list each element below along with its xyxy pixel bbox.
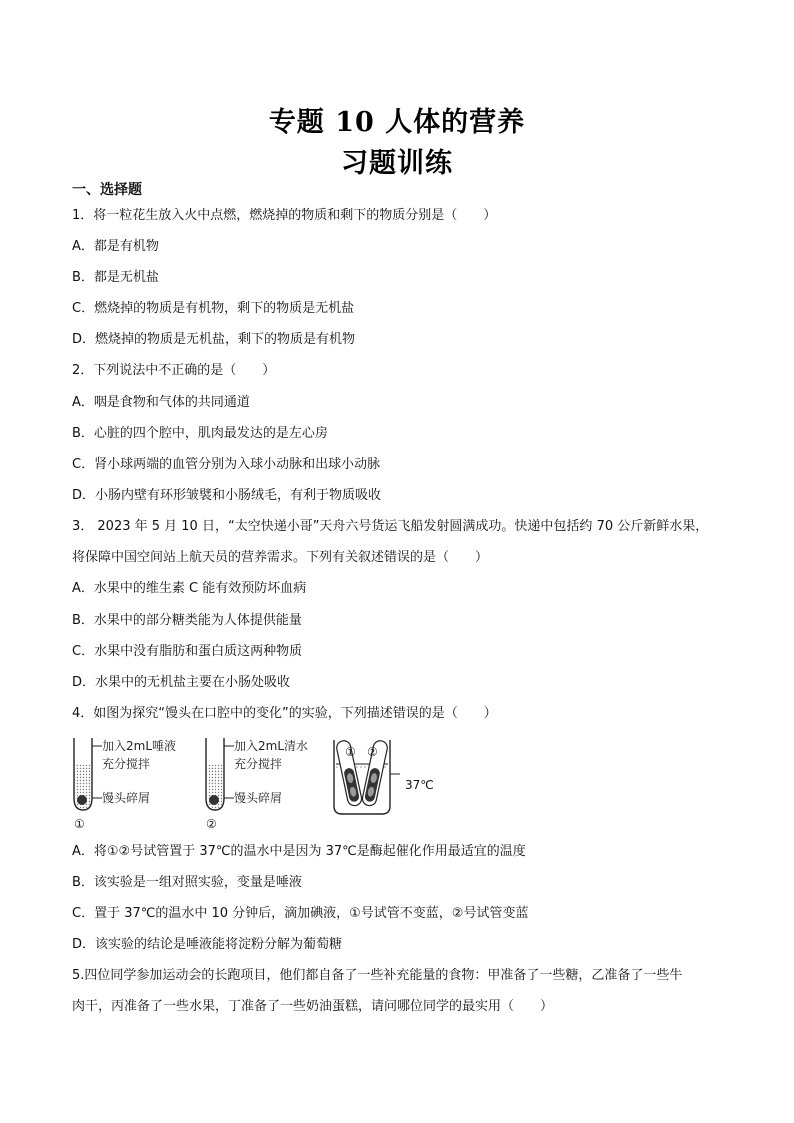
question-4-option-c: C．置于 37℃的温水中 10 分钟后，滴加碘液，①号试管不变蓝，②号试管变蓝: [72, 906, 529, 921]
tube-1-number: ①: [74, 817, 85, 831]
question-5-stem-line2: 肉干，丙准备了一些水果，丁准备了一些奶油蛋糕，请问哪位同学的最实用（ ）: [72, 999, 554, 1014]
question-2-option-d: D．小肠内壁有环形皱襞和小肠绒毛，有利于物质吸收: [72, 488, 382, 503]
question-3-option-b: B．水果中的部分糖类能为人体提供能量: [72, 613, 302, 628]
beaker-mark-1: ①: [345, 745, 356, 759]
question-1-stem: 1．将一粒花生放入火中点燃，燃烧掉的物质和剩下的物质分别是（ ）: [72, 208, 497, 223]
beaker-temperature: 37℃: [405, 778, 434, 792]
question-5-stem-line1: 5.四位同学参加运动会的长跑项目，他们都自备了一些补充能量的食物：甲准备了一些糖，乙准备了一些牛: [72, 968, 683, 983]
question-3-option-c: C．水果中没有脂肪和蛋白质这两种物质: [72, 644, 303, 659]
tube-1-label-2: 充分搅拌: [102, 757, 151, 771]
tube-2-label-2: 充分搅拌: [234, 757, 283, 771]
tube-2-label-1: 加入2mL清水: [234, 739, 309, 753]
question-2-stem: 2．下列说法中不正确的是（ ）: [72, 363, 276, 378]
question-2-option-a: A．咽是食物和气体的共同通道: [72, 395, 250, 410]
tube-1-label-3: 馒头碎屑: [102, 791, 151, 805]
tube-2-number: ②: [206, 817, 217, 831]
question-2-option-c: C．肾小球两端的血管分别为入球小动脉和出球小动脉: [72, 457, 381, 472]
section-title: 一、选择题: [72, 182, 142, 198]
question-3-stem-line1: 3． 2023 年 5 月 10 日，“太空快递小哥”天舟六号货运飞船发射圆满成功。快递中包括约 70 公斤新鲜水果，: [72, 519, 709, 534]
question-1-option-d: D．燃烧掉的物质是无机盐，剩下的物质是有机物: [72, 332, 356, 347]
question-1-option-b: B．都是无机盐: [72, 270, 159, 285]
test-tube-1: [74, 738, 102, 810]
beaker-mark-2: ②: [367, 745, 378, 759]
question-3-option-a: A．水果中的维生素 C 能有效预防坏血病: [72, 581, 307, 596]
test-tube-2: [206, 738, 234, 810]
question-4-option-d: D．该实验的结论是唾液能将淀粉分解为葡萄糖: [72, 937, 343, 952]
question-3-option-d: D．水果中的无机盐主要在小肠处吸收: [72, 675, 291, 690]
question-4-stem: 4．如图为探究“馒头在口腔中的变化”的实验，下列描述错误的是（ ）: [72, 706, 497, 721]
question-2-option-b: B．心脏的四个腔中，肌肉最发达的是左心房: [72, 426, 328, 441]
question-4-option-a: A．将①②号试管置于 37℃的温水中是因为 37℃是酶起催化作用最适宜的温度: [72, 844, 526, 859]
question-1-option-a: A．都是有机物: [72, 239, 159, 254]
question-1-option-c: C．燃烧掉的物质是有机物，剩下的物质是无机盐: [72, 301, 355, 316]
tube-2-label-3: 馒头碎屑: [234, 791, 283, 805]
question-4-option-b: B．该实验是一组对照实验，变量是唾液: [72, 875, 302, 890]
page-subtitle: 习题训练: [341, 148, 453, 179]
experiment-figure: [70, 734, 400, 834]
tube-1-label-1: 加入2mL唾液: [102, 739, 177, 753]
question-3-stem-line2: 将保障中国空间站上航天员的营养需求。下列有关叙述错误的是（ ）: [72, 550, 489, 565]
page-title: 专题 10 人体的营养: [268, 107, 526, 138]
